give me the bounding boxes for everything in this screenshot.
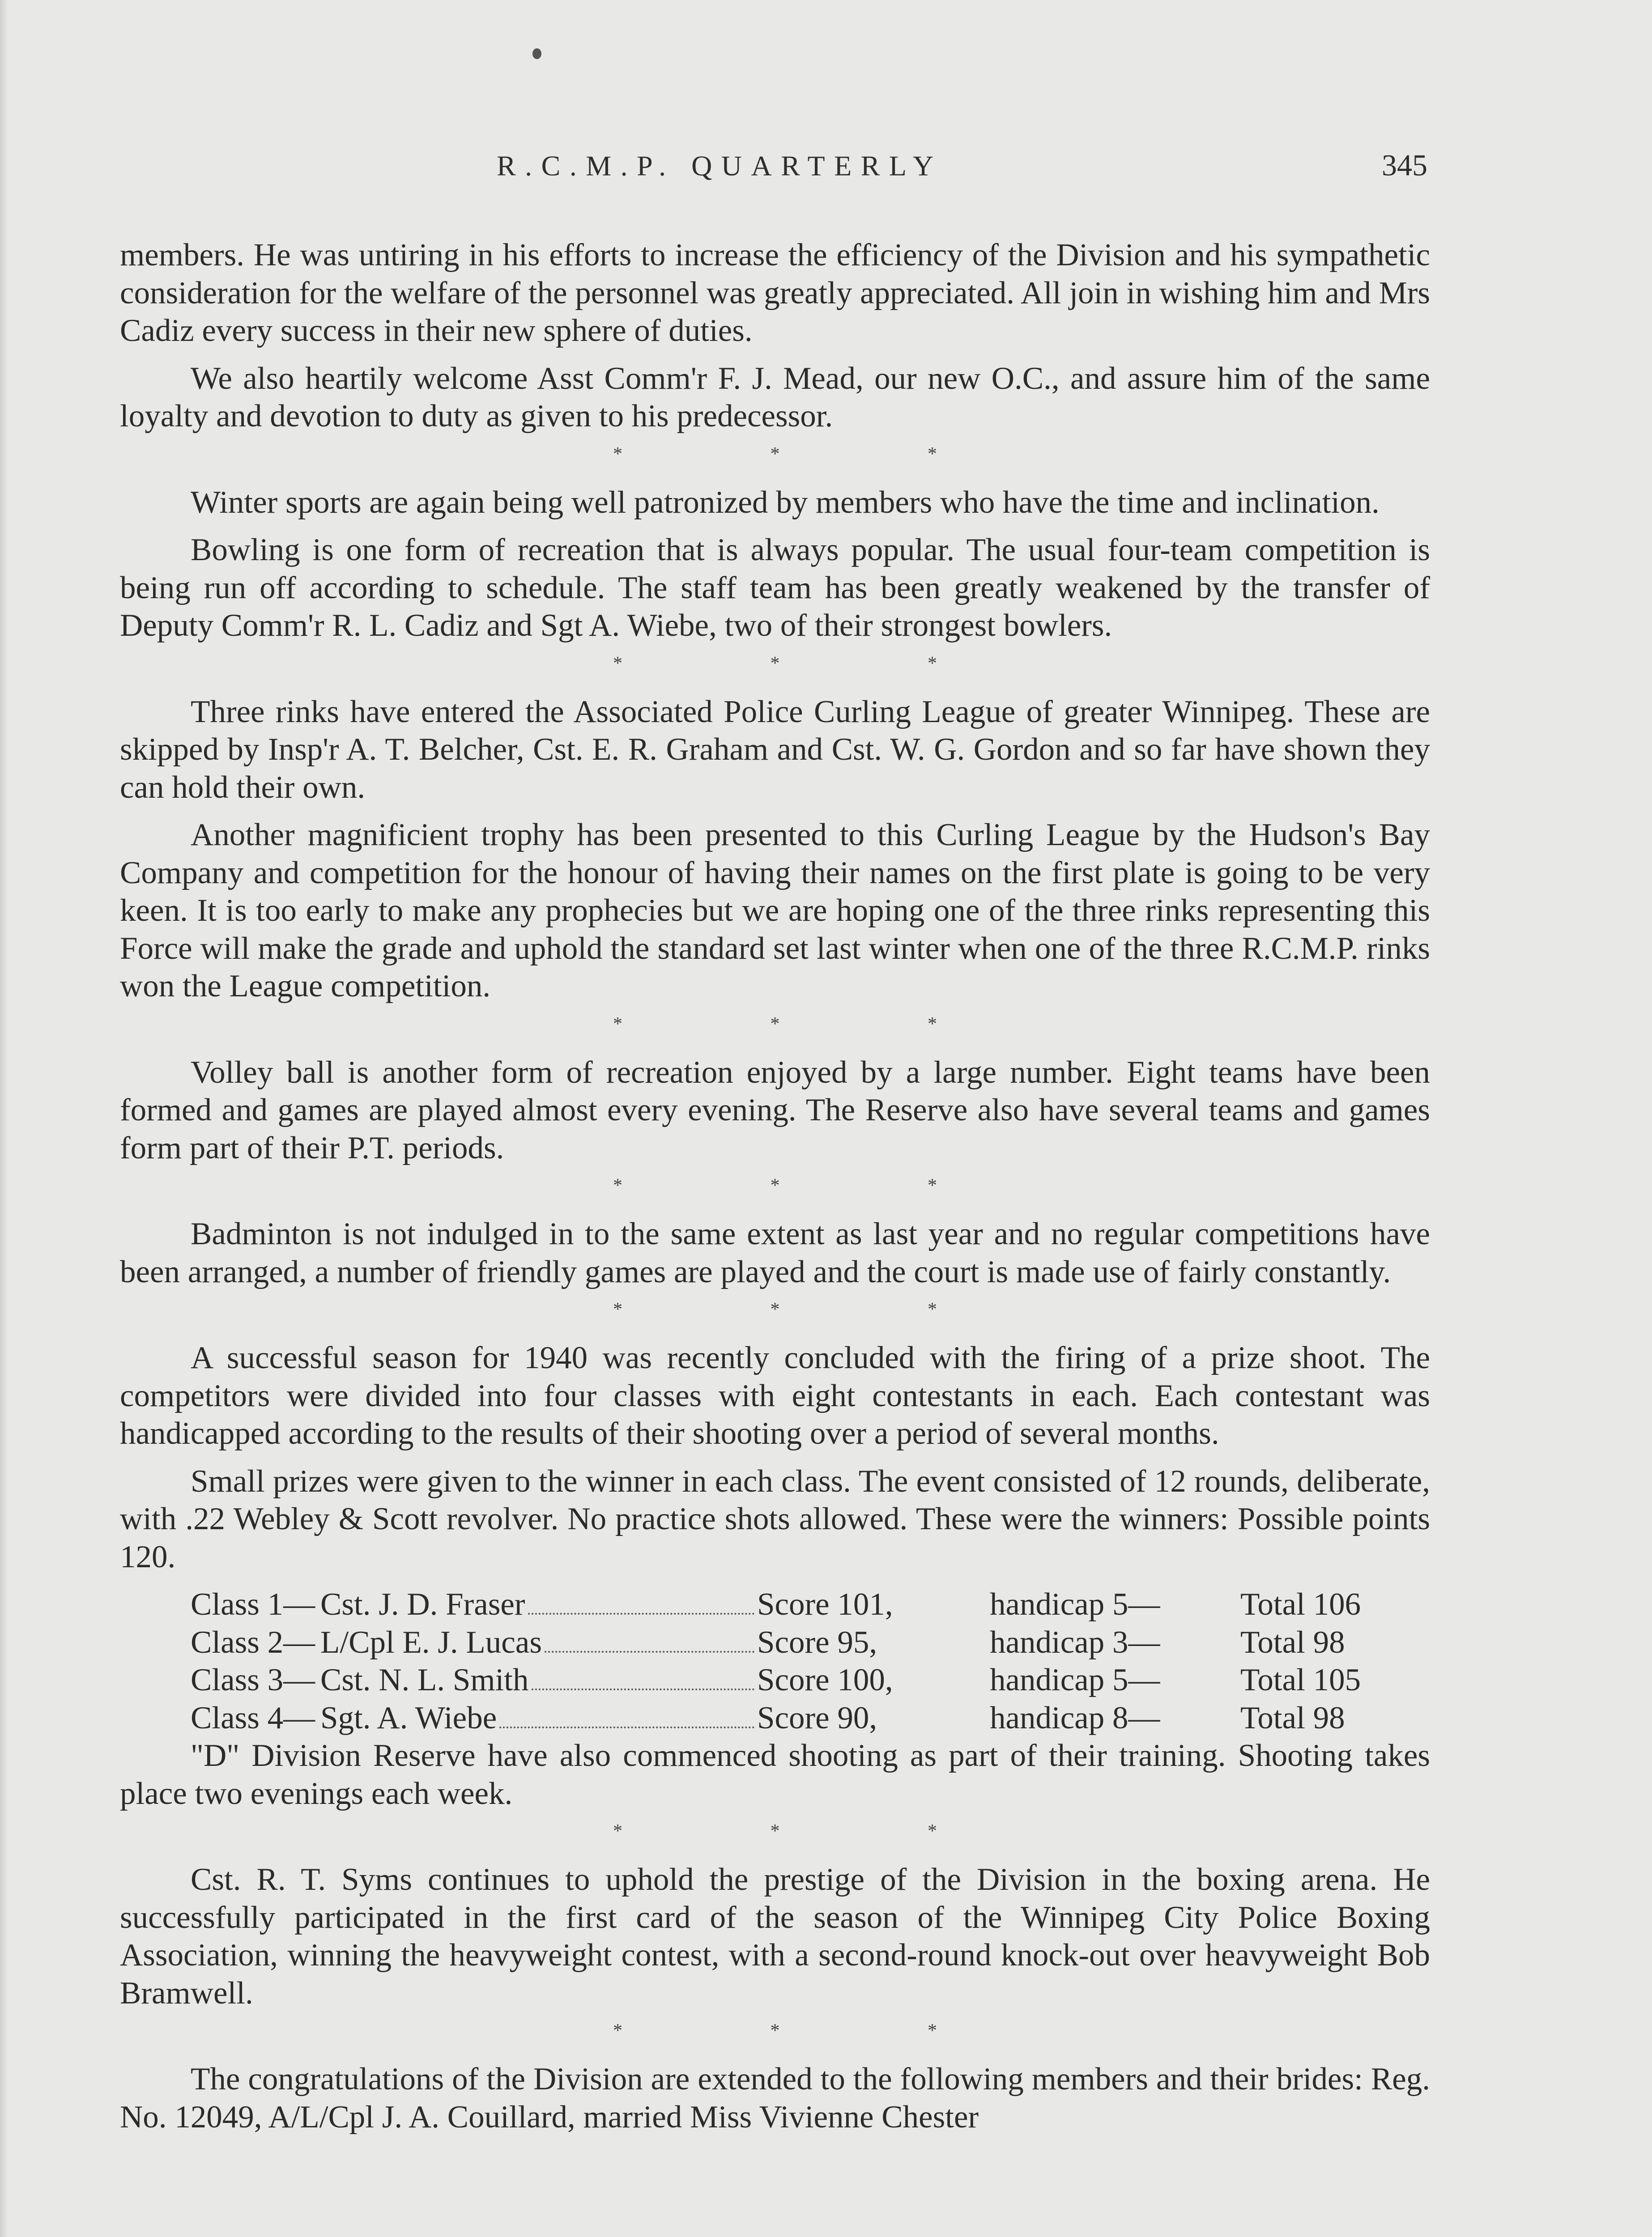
- section-separator: * * *: [613, 1175, 1009, 1196]
- result-name: Cst. N. L. Smith: [320, 1663, 529, 1697]
- paragraph: We also heartily welcome Asst Comm'r F. J. Mead, our new O.C., and assure him of the same loyalty and devotion to duty as given to his predecessor.: [120, 361, 1430, 434]
- result-total: Total 106: [1240, 1587, 1361, 1622]
- paragraph: A successful season for 1940 was recently concluded with the firing of a prize shoot. The competitors were divided into four classes with eight contestants in each. Each contestant was handicapped according to the results of their shooting over a period of several months.: [120, 1340, 1430, 1451]
- result-total: Total 105: [1240, 1663, 1361, 1697]
- shooting-results-table: [191, 1586, 1428, 1737]
- running-header: [121, 141, 1427, 191]
- dot-leader: [528, 1613, 754, 1615]
- paragraph: Bowling is one form of recreation that is always popular. The usual four-team competition is being run off according to schedule. The staff team has been greatly weakened by the transfer of Deputy Comm'r R. L. Cadiz and Sgt A. Wiebe, two of their strongest bowlers.: [120, 532, 1430, 643]
- result-score: Score 90,: [757, 1700, 877, 1735]
- paragraph: Small prizes were given to the winner in each class. The event consisted of 12 rounds, deliberate, with .22 Webley & Scott revolver. No practice shots allowed. These were the winners: Possible points 120.: [120, 1463, 1430, 1574]
- dot-leader: [532, 1688, 754, 1690]
- result-class: Class 3—: [191, 1663, 315, 1697]
- result-score: Score 100,: [757, 1663, 893, 1697]
- section-separator: * * *: [613, 2020, 1009, 2041]
- paragraph: Volley ball is another form of recreation enjoyed by a large number. Eight teams have been formed and games are played almost every evening. The Reserve also have several teams and games form part of their P.T. periods.: [120, 1055, 1430, 1165]
- result-handicap: handicap 5—: [990, 1587, 1160, 1622]
- result-total: Total 98: [1240, 1700, 1345, 1735]
- paragraph: The congratulations of the Division are extended to the following members and their brides: Reg. No. 12049, A/L/Cpl J. A. Couillard, married Miss Vivienne Chester: [120, 2062, 1430, 2135]
- paragraph: "D" Division Reserve have also commenced shooting as part of their training. Shooting takes place two evenings each week.: [120, 1738, 1430, 1811]
- paragraph: members. He was untiring in his efforts to increase the efficiency of the Division and his sympathetic consideration for the welfare of the personnel was greatly appreciated. All join in wishing him and Mrs Cadiz every success in their new sphere of duties.: [120, 238, 1430, 348]
- result-name: Sgt. A. Wiebe: [320, 1700, 497, 1735]
- page-edge-shadow: [0, 0, 8, 2237]
- result-total: Total 98: [1240, 1625, 1345, 1660]
- result-handicap: handicap 5—: [990, 1663, 1160, 1697]
- result-class: Class 4—: [191, 1700, 315, 1735]
- result-handicap: handicap 3—: [990, 1625, 1160, 1660]
- result-score: Score 95,: [757, 1625, 877, 1660]
- result-name: L/Cpl E. J. Lucas: [320, 1625, 542, 1660]
- article-body: [120, 236, 1430, 2136]
- page-number: 345: [1382, 148, 1427, 182]
- result-score: Score 101,: [757, 1587, 893, 1622]
- result-row: [191, 1699, 1428, 1737]
- result-name: Cst. J. D. Fraser: [320, 1587, 525, 1622]
- result-class: Class 1—: [191, 1587, 315, 1622]
- section-separator: * * *: [613, 1299, 1009, 1320]
- section-separator: * * *: [613, 443, 1009, 464]
- result-row: [191, 1661, 1428, 1699]
- section-separator: * * *: [613, 1821, 1009, 1841]
- result-class: Class 2—: [191, 1625, 315, 1660]
- paragraph: Winter sports are again being well patronized by members who have the time and inclination.: [191, 485, 1380, 520]
- result-row: [191, 1624, 1428, 1662]
- dot-leader: [545, 1651, 754, 1653]
- journal-title: R.C.M.P. QUARTERLY: [497, 150, 943, 182]
- section-separator: * * *: [613, 1013, 1009, 1034]
- paragraph: Another magnificient trophy has been presented to this Curling League by the Hudson's Bay Company and competition for the honour of having their names on the first plate is going to be very keen. It is too early to make any prophecies but we are hoping one of the three rinks representing this Force will make the grade and uphold the standard set last winter when one of the three R.C.M.P. rinks won the League competition.: [120, 817, 1430, 1004]
- result-handicap: handicap 8—: [990, 1700, 1160, 1735]
- dot-leader: [499, 1727, 754, 1728]
- paragraph: Three rinks have entered the Associated Police Curling League of greater Winnipeg. These are skipped by Insp'r A. T. Belcher, Cst. E. R. Graham and Cst. W. G. Gordon and so far have shown they can hold their own.: [120, 694, 1430, 805]
- section-separator: * * *: [613, 653, 1009, 674]
- paragraph: Cst. R. T. Syms continues to uphold the prestige of the Division in the boxing arena. He successfully participated in the first card of the season of the Winnipeg City Police Boxing Association, winning the heavyweight contest, with a second-round knock-out over heavyweight Bob Bramwell.: [120, 1862, 1430, 2011]
- scan-speck: [532, 48, 541, 59]
- paragraph: Badminton is not indulged in to the same extent as last year and no regular competitions have been arranged, a number of friendly games are played and the court is made use of fairly constantly.: [120, 1216, 1430, 1289]
- result-row: [191, 1586, 1428, 1624]
